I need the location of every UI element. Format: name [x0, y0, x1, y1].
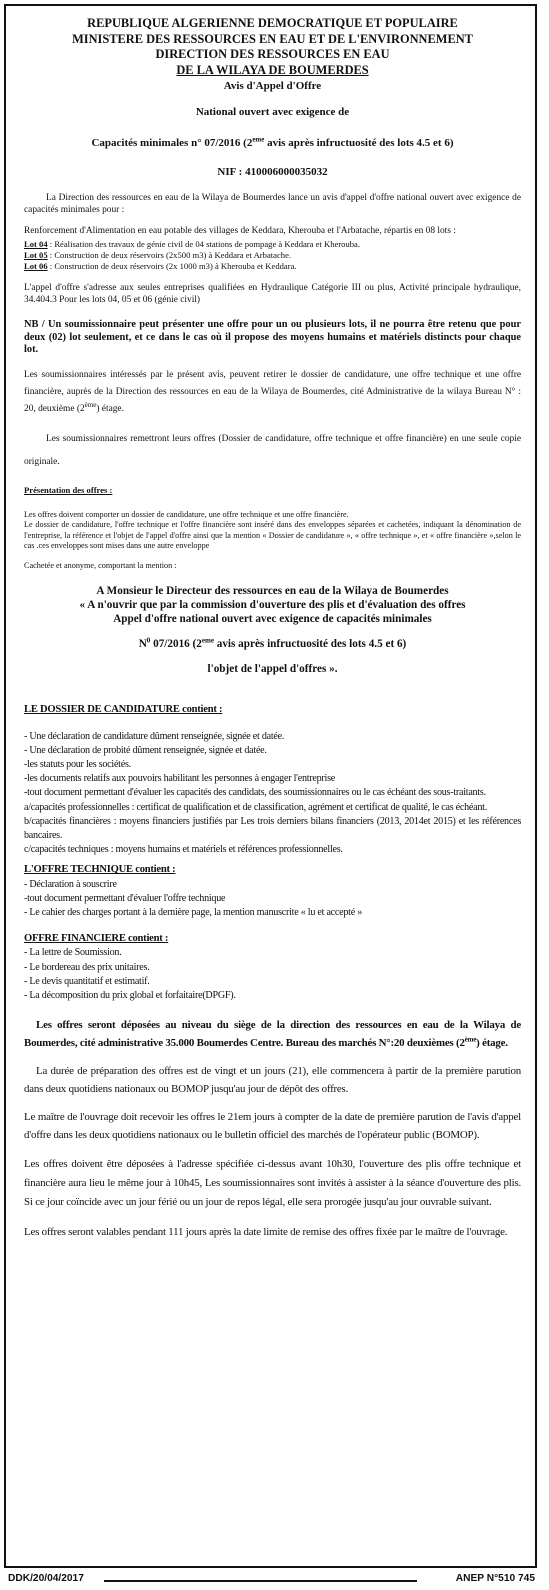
mention-line-4: $N^0$ 07/2016 (2eme avis après infructuosité des lots 4.5 et 6)	[138, 636, 407, 651]
lot-item: Lot 05 : Construction de deux réservoirs (2x500 m3) à Keddara et Arbatache.	[24, 249, 292, 260]
mention-line-2: « A n'ouvrir que par la commission d'ouverture des plis et d'évaluation des offres	[79, 599, 466, 612]
mention-line-3: Appel d'offre national ouvert avec exigence de capacités minimales	[113, 613, 432, 626]
list-item: c/capacités techniques : moyens humains et matériels et références professionnelles.	[24, 844, 343, 856]
lot-item: Lot 06 : Construction de deux réservoirs (2x 1000 m3) à Kherouba et Keddara.	[24, 260, 297, 271]
list-item: - Le devis quantitatif et estimatif.	[24, 975, 150, 987]
dossier-list	[24, 730, 521, 858]
list-item: b/capacités financières : moyens financiers justifiés par Les trois derniers bilans financiers (2013, 2014et 2015) et les références bancaires.	[24, 815, 521, 842]
opening-paragraph: Les offres doivent être déposées à l'adresse spécifiée ci-dessus avant 10h30, l'ouverture des plis offre technique et financière aura lieu le même jour à 10h45, Les soumissionnaires sont invités à assister à la séance d'ouverture des plis. Si ce jour coïncide avec un jour férié ou un jour de repos légal, elle sera prorogée jusqu'au jour ouvrable suivant.	[24, 1158, 521, 1209]
project-description: Renforcement d'Alimentation en eau potable des villages de Keddara, Kherouba et l'Arbatache, répartis en 08 lots :	[24, 226, 456, 237]
header-wilaya: DE LA WILAYA DE BOUMERDES	[176, 62, 369, 77]
receipt-paragraph: Le maître de l'ouvrage doit recevoir les offres le 21em jours à compter de la date de première parution de l'avis d'appel d'offre dans les deux quotidiens nationaux ou le bulletin officiel des marchés de l'opérateur public (BOMOP).	[24, 1111, 521, 1141]
duration-paragraph: La durée de préparation des offres est de vingt et un jours (21), elle commencera à partir de la première parution dans deux quotidiens nationaux ou BOMOP jusqu'au jour de dépôt des offres.	[24, 1065, 521, 1095]
submission-paragraph: Les soumissionnaires remettront leurs offres (Dossier de candidature, offre technique et offre financière) en une seule copie originale.	[24, 433, 521, 467]
footer-reference: DDK/20/04/2017	[8, 1573, 88, 1584]
dossier-title: LE DOSSIER DE CANDIDATURE contient :	[24, 704, 223, 716]
presentation-title: Présentation des offres :	[24, 484, 113, 495]
list-item: - Déclaration à souscrire	[24, 878, 117, 890]
list-item: -tout document permettant d'évaluer l'offre technique	[24, 892, 226, 904]
list-item: - La lettre de Soumission.	[24, 947, 122, 959]
nif: NIF : 410006000035032	[217, 165, 328, 178]
nb-paragraph: NB / Un soumissionnaire peut présenter une offre pour un ou plusieurs lots, il ne pourra être retenu que pour deux (02) lot seulement, et ce dans le cas où il propose des moyens humains et matériels distincts pour chaque lot.	[24, 319, 521, 356]
deposit-paragraph: Les offres seront déposées au niveau du siège de la direction des ressources en eau de la Wilaya de Boumerdes, cité administrative 35.000 Boumerdes Centre. Bureau des marchés N°:20 deuxièmes (2ème) étage.	[24, 1019, 521, 1049]
retrieval-paragraph: Les soumissionnaires intéressés par le présent avis, peuvent retirer le dossier de candidature, une offre technique et une offre financière, auprès de la Direction des ressources en eau de la Wilaya de Boumerdes, cité Administrative de la wilaya Bureau N° : 20, deuxième (2ème) étage.	[24, 369, 521, 414]
validity-paragraph: Les offres seront valables pendant 111 jours après la date limite de remise des offres fixée par le maître de l'ouvrage.	[24, 1226, 508, 1239]
list-item: -tout document permettant d'évaluer les capacités des candidats, des soumissionnaires ou le cas échéant des sous-traitants.	[24, 787, 486, 799]
list-item: a/capacités professionnelles : certificat de qualification et de classification, agrément et certificat de qualité, le cas échéant.	[24, 801, 488, 813]
list-item: - Le cahier des charges portant à la dernière page, la mention manuscrite « lu et accepté »	[24, 907, 363, 919]
list-item: - Une déclaration de probité dûment renseignée, signée et datée.	[24, 744, 267, 756]
technique-list	[24, 878, 521, 921]
qualification-paragraph: L'appel d'offre s'adresse aux seules entreprises qualifiées en Hydraulique Catégorie III ou plus, Activité principale hydraulique, 34.404.3 Pour les lots 04, 05 et 06 (génie civil)	[24, 282, 521, 305]
list-item: -les statuts pour les sociétés.	[24, 759, 131, 771]
header-ministry: MINISTERE DES RESSOURCES EN EAU ET DE L'ENVIRONNEMENT	[72, 31, 473, 46]
intro-paragraph: La Direction des ressources en eau de la Wilaya de Boumerdes lance un avis d'appel d'offre national ouvert avec exigence de capacités minimales pour :	[24, 193, 521, 216]
presentation-p2: Le dossier de candidature, l'offre technique et l'offre financière sont inséré dans des enveloppes séparées et cachetées, indiquant la dénomination de l'entreprise, la référence et l'objet de l'appel d'offre ainsi que la mention « Dossier de candidature », « offre technique », et « offre financière »,selon le cas .ces enveloppes sont mises dans une autre enveloppe	[24, 520, 521, 551]
list-item: - Le bordereau des prix unitaires.	[24, 961, 150, 973]
list-item: - Une déclaration de candidature dûment renseignée, signée et datée.	[24, 730, 285, 742]
lot-item: Lot 04 : Réalisation des travaux de génie civil de 04 stations de pompage à Keddara et Kherouba.	[24, 238, 361, 249]
technique-title: L'OFFRE TECHNIQUE contient :	[24, 864, 176, 876]
notice-subtitle: National ouvert avec exigence de	[195, 105, 350, 118]
footer	[4, 1573, 537, 1587]
presentation-p1: Les offres doivent comporter un dossier de candidature, une offre technique et une offre financière.	[24, 509, 349, 519]
header-republic: REPUBLIQUE ALGERIENNE DEMOCRATIQUE ET POPULAIRE	[87, 16, 458, 30]
footer-anep-number: ANEP N°510 745	[452, 1573, 535, 1584]
mention-line-5: l'objet de l'appel d'offres ».	[207, 663, 338, 676]
mention-line-1: A Monsieur le Directeur des ressources en eau de la Wilaya de Boumerdes	[96, 585, 449, 598]
financiere-list	[24, 946, 521, 1003]
footer-rule	[104, 1580, 417, 1582]
list-item: -les documents relatifs aux pouvoirs habilitant les personnes à engager l'entreprise	[24, 773, 336, 785]
notice-number: Capacités minimales n° 07/2016 (2eme avis après infructuosité des lots 4.5 et 6)	[91, 135, 454, 149]
notice-page	[4, 4, 537, 1568]
presentation-p3: Cachetée et anonyme, comportant la mention :	[24, 561, 177, 571]
financiere-title: OFFRE FINANCIERE contient :	[24, 933, 169, 945]
lots-list	[24, 239, 521, 272]
notice-type: Avis d'Appel d'Offre	[223, 80, 322, 92]
list-item: - La décomposition du prix global et forfaitaire(DPGF).	[24, 990, 236, 1002]
header-direction: DIRECTION DES RESSOURCES EN EAU	[155, 47, 390, 61]
